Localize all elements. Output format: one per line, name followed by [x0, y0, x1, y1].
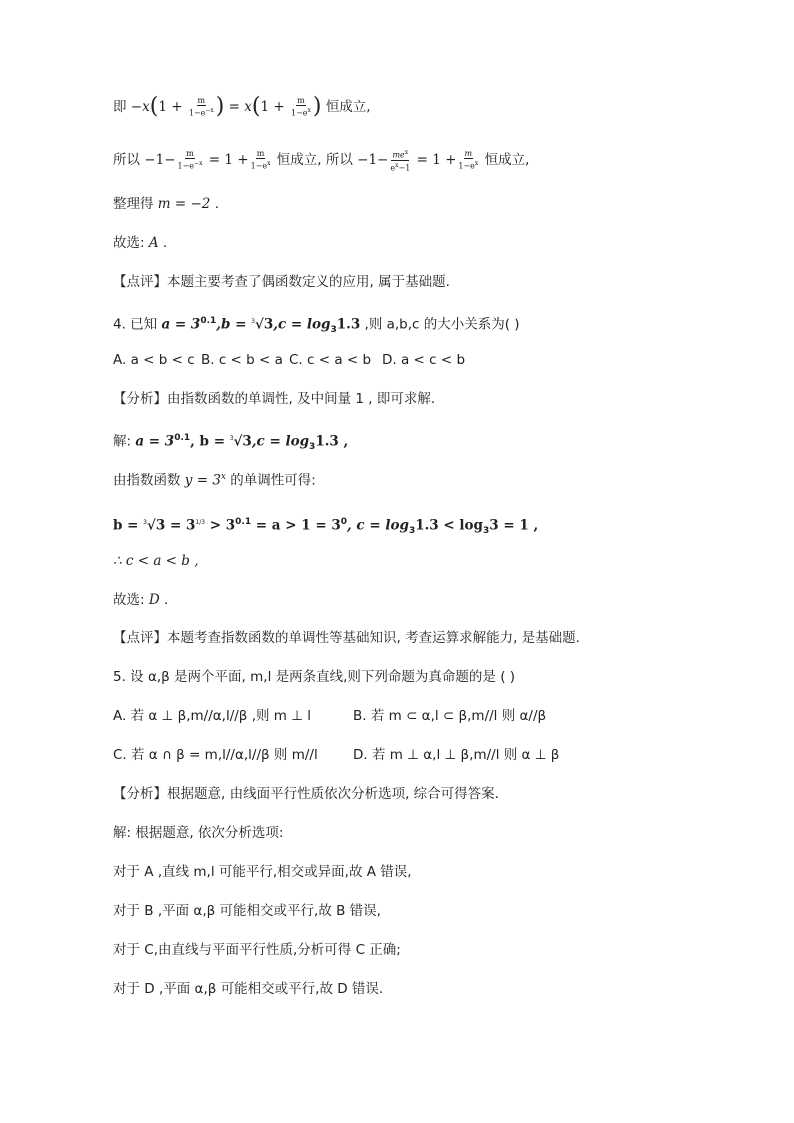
q4-solution-line-2: 由指数函数 $y = 3^x$ 的单调性可得: — [113, 472, 316, 489]
q4-solution-line-1: 解: $a = 3^{0.1}$, $b = ^3√3,c = \log_31.3$ , — [113, 433, 349, 453]
text: 即 — [113, 98, 131, 115]
option-b[interactable]: B. 若 m ⊂ α,l ⊂ β,m//l 则 α//β — [353, 708, 547, 724]
q5-solution-line-2: 对于 A ,直线 m,l 可能平行,相交或异面,故 A 错误, — [113, 864, 412, 880]
option-a[interactable]: A. 若 α ⊥ β,m//α,l//β ,则 m ⊥ l — [113, 708, 312, 724]
option-c[interactable]: C. 若 α ∩ β = m,l//α,l//β 则 m//l — [113, 747, 318, 763]
option-a[interactable]: A. a < b < c — [113, 352, 195, 368]
q4-solution-line-3: $b = ^3√3 = 3^{1/3} > 3^{0.1} = a > 1 = 3^0$, $c = \log_31.3 < \log_33 = 1$ , — [113, 517, 539, 537]
question-5-options-cd — [113, 745, 559, 765]
fraction: $\frac{m}{1-e^{-x}}$ — [188, 96, 214, 118]
question-5-stem: 5. 设 α,β 是两个平面, m,l 是两条直线,则下列命题为真命题的是 ( ) — [113, 669, 516, 685]
q4-solution-line-4: ∴ c < a < b , — [113, 553, 199, 569]
fraction: $\frac{m}{1-e^x}$ — [291, 96, 311, 118]
text: 恒成立, — [325, 98, 371, 115]
q5-solution-line-4: 对于 C,由直线与平面平行性质,分析可得 C 正确; — [113, 942, 401, 958]
q5-solution-line-3: 对于 B ,平面 α,β 可能相交或平行,故 B 错误, — [113, 903, 381, 919]
q4-answer: 故选: D . — [113, 592, 169, 608]
option-c[interactable]: C. c < a < b — [289, 352, 372, 368]
question-5-options-ab — [113, 706, 546, 726]
question-4-options — [113, 350, 465, 370]
answer-line: 故选: A . — [113, 235, 168, 251]
review-line: 【点评】本题主要考查了偶函数定义的应用, 属于基础题. — [113, 274, 450, 290]
q5-solution-line-5: 对于 D ,平面 α,β 可能相交或平行,故 D 错误. — [113, 981, 384, 997]
q5-analysis: 【分析】根据题意, 由线面平行性质依次分析选项, 综合可得答案. — [113, 786, 499, 802]
q5-solution-line-1: 解: 根据题意, 依次分析选项: — [113, 825, 284, 841]
q4-review: 【点评】本题考查指数函数的单调性等基础知识, 考查运算求解能力, 是基础题. — [113, 630, 580, 646]
q4-analysis: 【分析】由指数函数的单调性, 及中间量 1 , 即可求解. — [113, 391, 436, 407]
option-b[interactable]: B. c < b < a — [201, 352, 283, 368]
option-d[interactable]: D. 若 m ⊥ α,l ⊥ β,m//l 则 α ⊥ β — [353, 747, 560, 763]
derivation-line-1: 即 −x(1 + $\frac{m}{1-e^{-x}}$ ) = x(1 + $\frac{m}{1-e^x}$ ) 恒成立, — [113, 93, 371, 119]
derivation-line-2: 所以 −1− $\frac{m}{1-e^{-x}}$ = 1 + $\frac{m}{1-e^x}$ 恒成立, 所以 −1− $\frac{me^x}{e^x-1}$ = 1 + $\frac{m}{1-e^x}$ 恒成立, — [113, 149, 530, 173]
result-line: 整理得 m = −2 . — [113, 196, 219, 212]
option-d[interactable]: D. a < c < b — [382, 352, 466, 368]
question-4-stem: 4. 已知 $a = 3^{0.1},b = ^3√3,c = \log_31.3$ ,则 a,b,c 的大小关系为( ) — [113, 316, 520, 336]
